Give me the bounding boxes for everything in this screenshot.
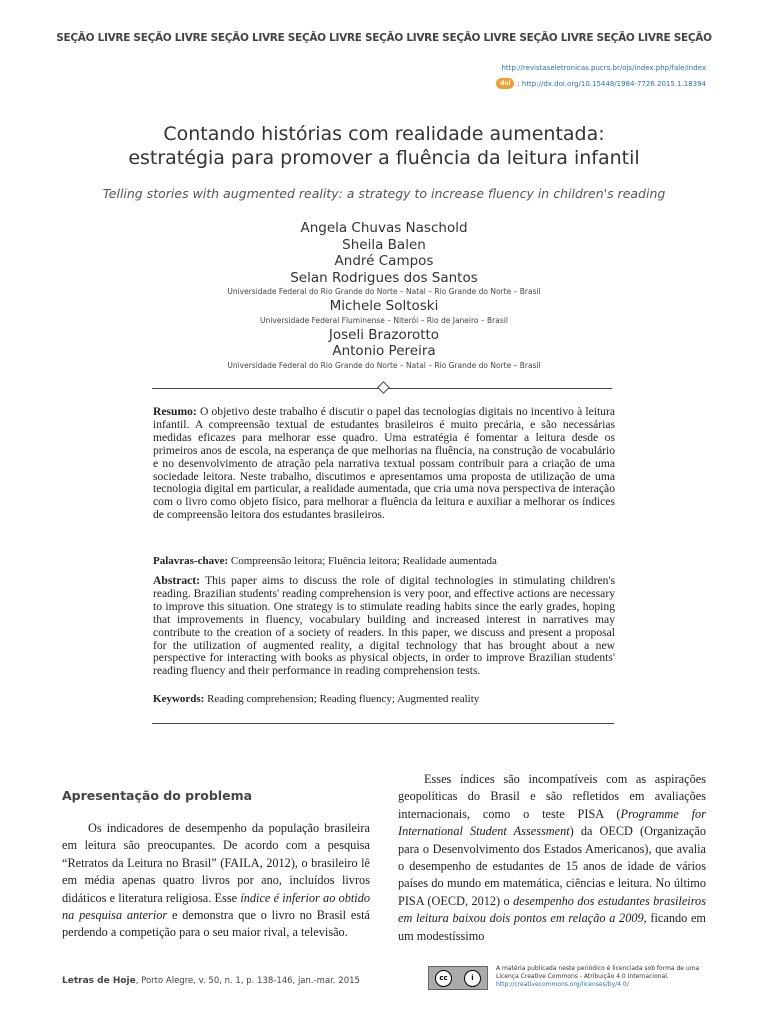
- keywords-english: [153, 693, 615, 706]
- keywords-portuguese: [153, 555, 615, 568]
- text-run: ) da OECD (Organização para o Desenvolvimento dos Estados Americanos), que avalia o desempenho de estudantes de 15 anos de idade de vários países do mundo em matemática, ciências e leitura. No último PISA (OECD, 2012) o: [398, 824, 706, 908]
- text-run: Esses índices são incompatíveis com as aspirações geopolíticas do Brasil e são refletidos em avaliações internacionais, como o teste PISA (: [398, 772, 706, 821]
- abstract-text: This paper aims to discuss the role of digital technologies in stimulating children's reading. Brazilian students' reading comprehension is very poor, and effective actions are necessary to improve this situation. One strategy is to stimulate reading habits since the early grades, hoping that improvements in fluency, vocabulary building and increased interest in narratives may contribute to the creation of a society of readers. In this paper, we discuss and present a proposal for the utilization of augmented reality, a digital technology that has brought about a new perspective for interacting with books as physical objects, in order to improve Brazilian students' reading fluency and their performance in reading comprehension tests.: [153, 574, 615, 678]
- abstract-english: [153, 575, 615, 678]
- author-list: [0, 220, 768, 372]
- author-name: Joseli Brazorotto: [328, 326, 440, 343]
- text-run: Os indicadores de desempenho da população brasileira em leitura são preocupantes. De acordo com a pesquisa “Retratos da Leitura no Brasil” (FAILA, 2012), o brasileiro lê em média apenas quatro livros por ano, incluídos livros didáticos e literatura religiosa. Esse: [62, 821, 370, 905]
- journal-url-link[interactable]: http://revistaseletronicas.pucrs.br/ojs/index.php/fale/index: [501, 64, 706, 72]
- italic-run: desempenho dos estudantes brasileiros em leitura baixou dois pontos em relação a 2009: [398, 893, 706, 926]
- author-affiliation: Universidade Federal Fluminense – Niterói – Rio de Janeiro – Brasil: [260, 315, 508, 325]
- author-name: Angela Chuvas Naschold: [300, 220, 468, 236]
- body-column-right: [398, 771, 706, 945]
- author-name: Antonio Pereira: [332, 343, 436, 359]
- license-text: A matéria publicada neste periódico é licenciada sob forma de uma Licença Creative Commons - Atribuição 4.0 Internacional.: [496, 965, 700, 980]
- abstract-text: O objetivo deste trabalho é discutir o papel das tecnologias digitais no incentivo à leitura infantil. A compreensão textual de estudantes brasileiros é muito precária, e são necessárias medidas eficazes para melhorar esse quadro. Uma estratégia é fomentar a leitura desde os primeiros anos de escola, na esperança de que melhorias na fluência, na construção de vocabulário e no desenvolvimento de atração pela narrativa textual possam contribuir para a criação de uma sociedade leitora. Neste trabalho, discutimos e apresentamos uma proposta de utilização de uma tecnologia digital em particular, a realidade aumentada, que cria uma nova perspectiva de interação com o livro como objeto físico, para melhorar a fluência da leitura e auxiliar a melhorar os índices de compreensão leitora dos estudantes brasileiros.: [153, 405, 615, 522]
- author-name: André Campos: [334, 253, 434, 269]
- author-name: Michele Soltoski: [329, 298, 439, 314]
- author-name: Sheila Balen: [342, 236, 426, 253]
- author-affiliation: Universidade Federal do Rio Grande do Norte – Natal – Rio Grande do Norte – Brasil: [227, 287, 541, 296]
- keywords-text: Reading comprehension; Reading fluency; Augmented reality: [207, 693, 480, 705]
- doi-line: [496, 78, 706, 89]
- keywords-label: Keywords:: [153, 693, 205, 705]
- diamond-ornament-icon: [377, 381, 390, 394]
- footer-citation: [62, 976, 360, 986]
- author-affiliation: Universidade Federal do Rio Grande do Norte – Natal – Rio Grande do Norte – Brasil: [227, 360, 541, 370]
- keywords-label: Palavras-chave:: [153, 555, 229, 567]
- italic-run: índice é inferior ao obtido na pesquisa anterior: [62, 890, 371, 923]
- title-line-2: estratégia para promover a fluência da leitura infantil: [128, 147, 640, 169]
- creative-commons-badge[interactable]: [428, 966, 488, 990]
- paragraph: [398, 771, 706, 945]
- keywords-text: Compreensão leitora; Fluência leitora; Realidade aumentada: [230, 555, 497, 567]
- text-run: e demonstra que o livro no Brasil está perdendo a competição para o seu maior rival, a televisão.: [62, 908, 370, 940]
- doi-icon: doi: [496, 78, 514, 89]
- license-notice: [496, 965, 710, 989]
- citation-text: , Porto Alegre, v. 50, n. 1, p. 138-146, jan.-mar. 2015: [135, 976, 360, 986]
- cc-icon: cc: [435, 970, 452, 987]
- section-heading: Apresentação do problema: [62, 788, 253, 803]
- body-column-left: [62, 820, 370, 942]
- journal-name: Letras de Hoje: [62, 976, 136, 986]
- author-name: Selan Rodrigues dos Santos: [290, 269, 478, 286]
- running-header: SEÇÃO LIVRE SEÇÃO LIVRE SEÇÃO LIVRE SEÇÃO LIVRE SEÇÃO LIVRE SEÇÃO LIVRE SEÇÃO LIVRE SEÇÃO LIVRE SEÇÃO: [56, 32, 712, 44]
- attribution-icon: i: [464, 970, 481, 987]
- abstract-bottom-rule: [152, 723, 614, 724]
- italic-run: Programme for International Student Assessment: [398, 806, 706, 839]
- abstract-portuguese: [153, 406, 615, 522]
- license-link[interactable]: http://creativecommons.org/licenses/by/4.0/: [496, 981, 629, 988]
- paragraph: [62, 820, 370, 942]
- article-subtitle: Telling stories with augmented reality: a strategy to increase fluency in children's reading: [102, 186, 666, 201]
- doi-link[interactable]: : http://dx.doi.org/10.15448/1984-7726.2015.1.18394: [517, 79, 706, 88]
- abstract-label: Resumo:: [153, 405, 197, 418]
- title-line-1: Contando histórias com realidade aumentada:: [163, 123, 605, 145]
- text-run: , ficando em um modestíssimo: [398, 911, 706, 943]
- article-title: [0, 122, 768, 170]
- abstract-label: Abstract:: [153, 574, 201, 587]
